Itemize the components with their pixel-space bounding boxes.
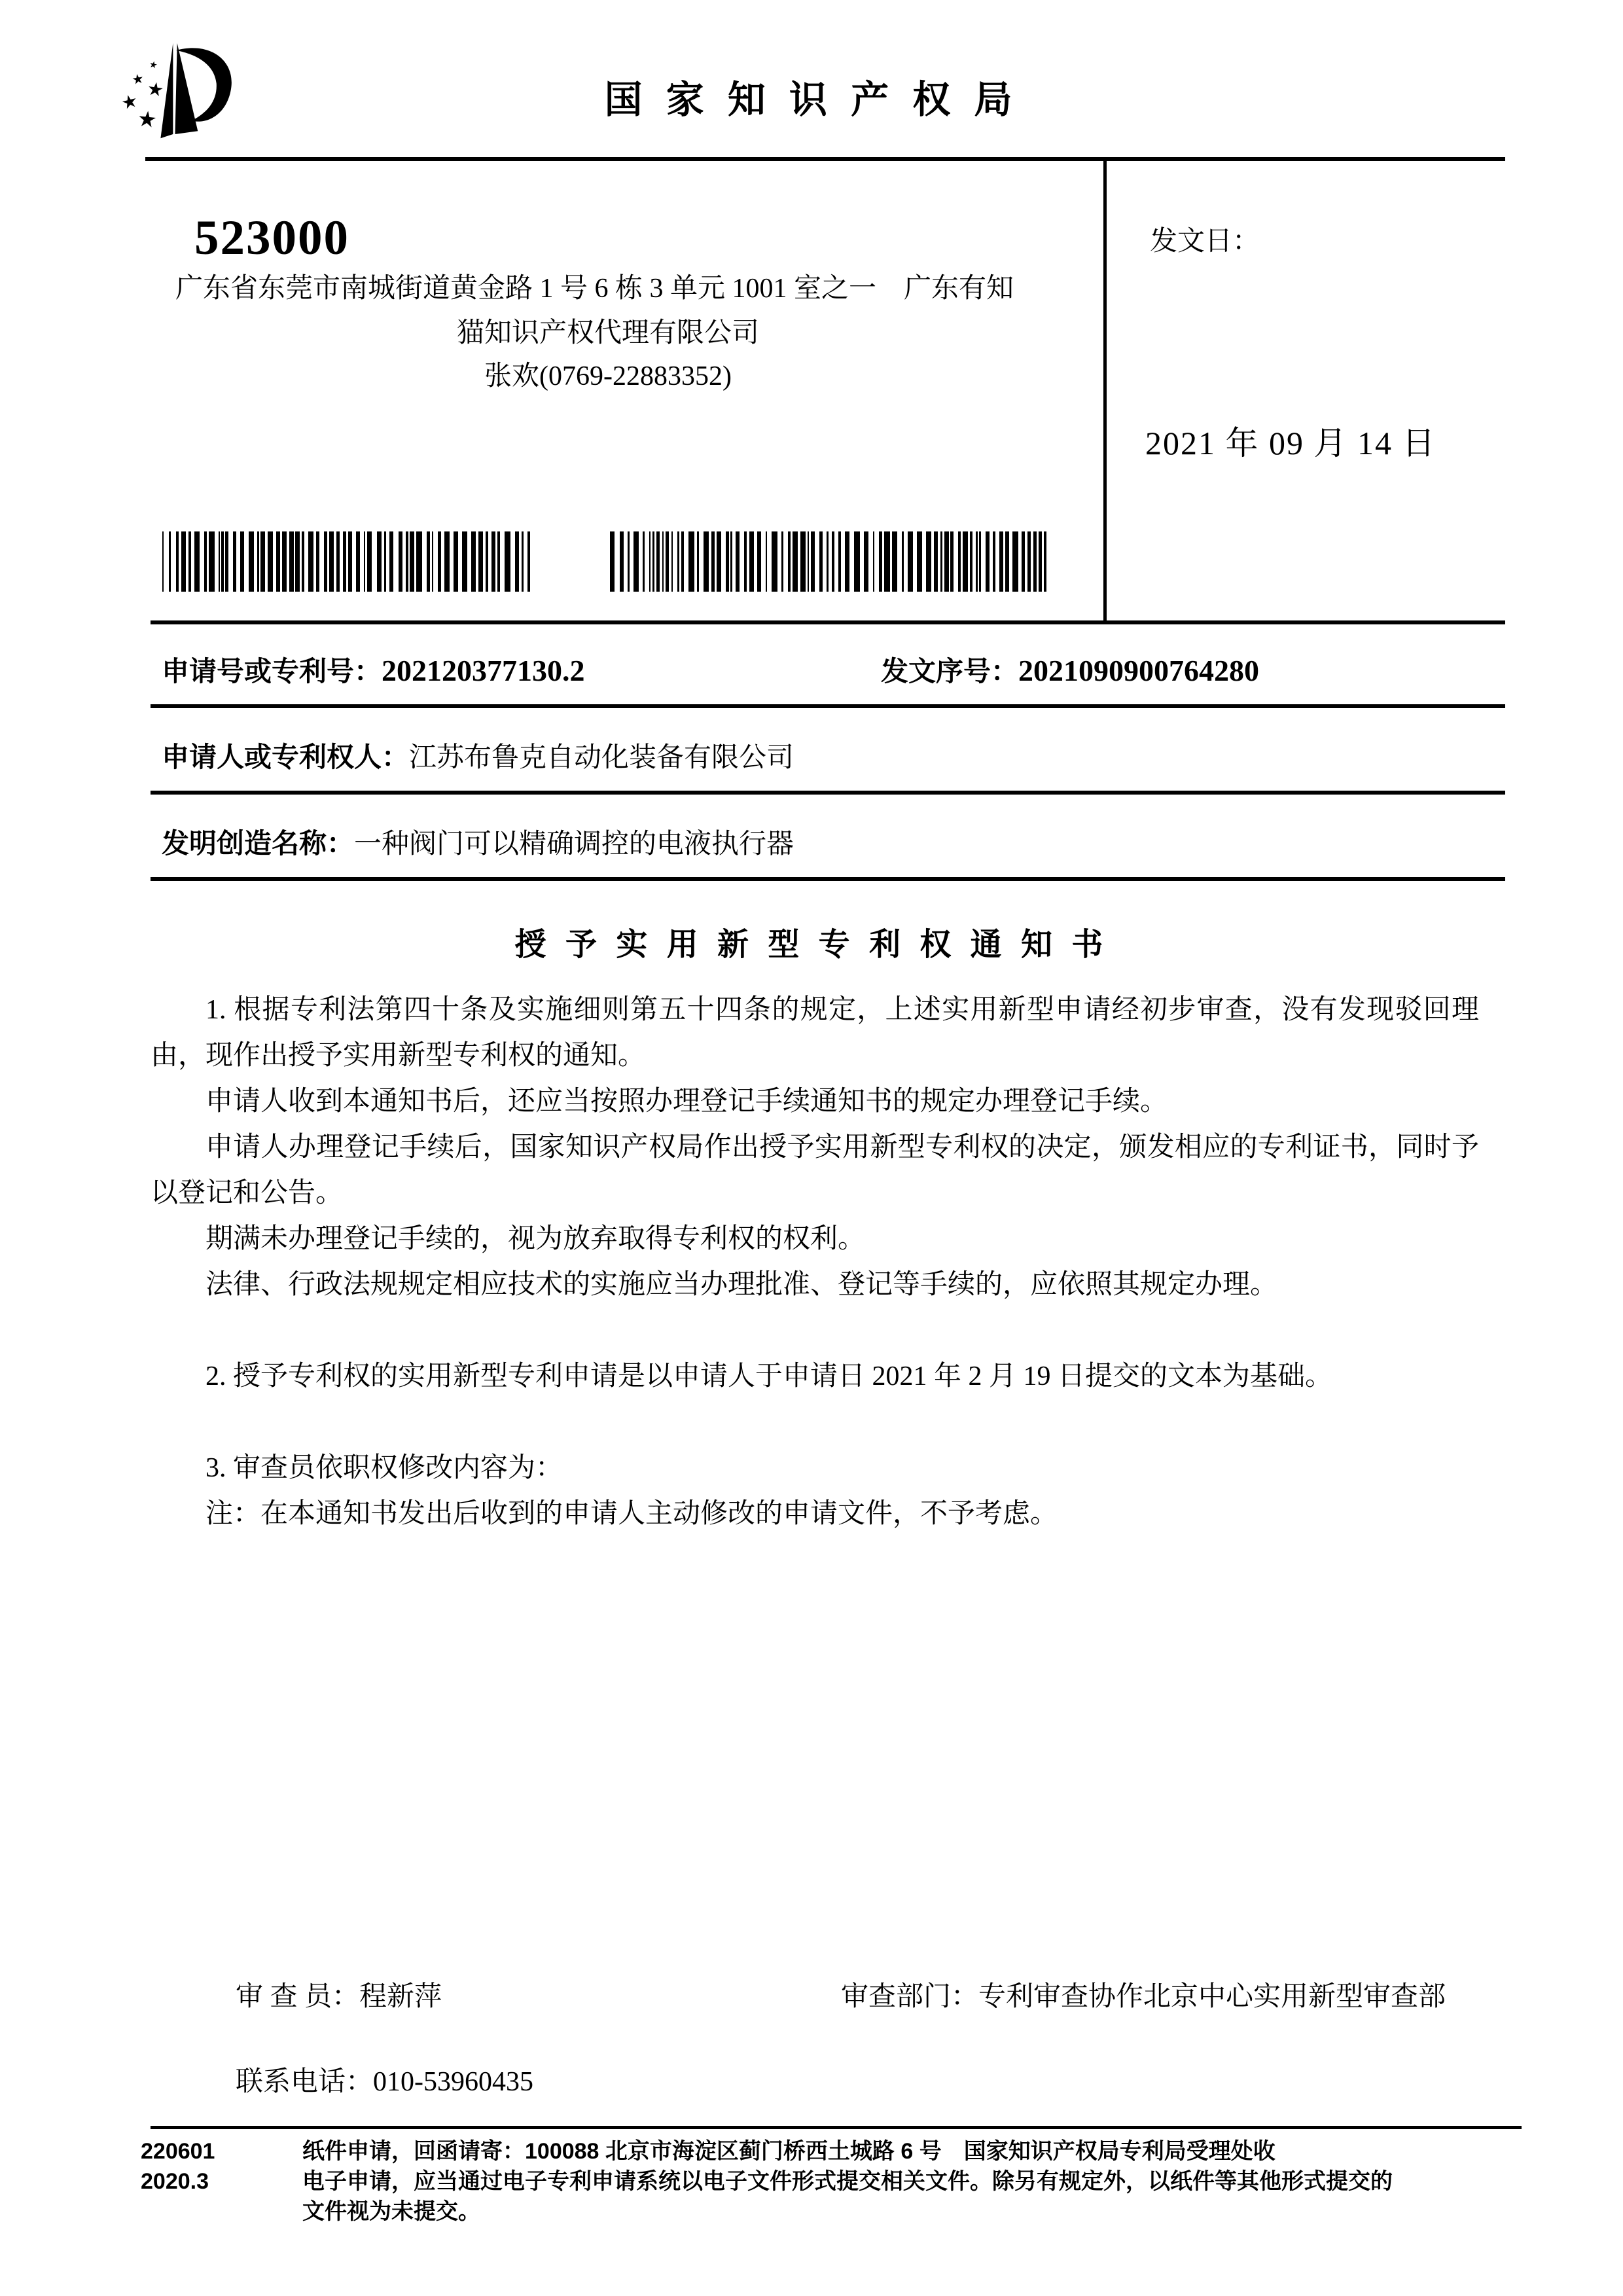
phone-number: 010-53960435 [373, 2067, 534, 2097]
application-number-label: 申请号或专利号： [162, 656, 382, 687]
department-name: 专利审查协作北京中心实用新型审查部 [978, 1982, 1446, 2012]
applicant-name: 江苏布鲁克自动化装备有限公司 [409, 743, 794, 773]
notice-paragraph: 2. 授予专利权的实用新型专利申请是以申请人于申请日 2021 年 2 月 19 日提交的文本为基础。 [205, 1361, 1333, 1391]
department-row [841, 1983, 1446, 2011]
recipient-postal-code: 523000 [194, 211, 349, 265]
notice-paragraph: 法律、行政法规规定相应技术的实施应当办理批准、登记等手续的，应依照其规定办理。 [205, 1270, 1278, 1300]
notice-paragraph: 注：在本通知书发出后收到的申请人主动修改的申请文件，不予考虑。 [205, 1499, 1058, 1529]
serial-number-row [881, 656, 1259, 686]
phone-row [236, 2068, 533, 2096]
section-rule-3 [151, 791, 1505, 795]
recipient-address-line-1: 广东省东莞市南城街道黄金路 1 号 6 栋 3 单元 1001 室之一 广东有知 [175, 274, 1014, 304]
application-number-row [162, 656, 585, 686]
footer-form-code: 220601 [141, 2139, 215, 2164]
footer-form-version: 2020.3 [141, 2169, 209, 2194]
examiner-name: 程新萍 [359, 1982, 442, 2012]
notice-paragraph: 1. 根据专利法第四十条及实施细则第五十四条的规定，上述实用新型申请经初步审查，没有发现驳回理由，现作出授予实用新型专利权的通知。 [151, 995, 1479, 1071]
serial-number-label: 发文序号： [881, 656, 1019, 687]
applicant-row [162, 744, 794, 772]
recipient-contact: 张欢(0769-22883352) [484, 361, 732, 391]
applicant-label: 申请人或专利权人： [162, 742, 410, 772]
application-number-value: 202120377130.2 [382, 654, 585, 687]
section-rule-1 [151, 620, 1505, 624]
barcode-1 [162, 531, 532, 592]
header-rule [145, 157, 1505, 161]
notice-paragraph: 申请人办理登记手续后，国家知识产权局作出授予实用新型专利权的决定，颁发相应的专利证书，同时予以登记和公告。 [151, 1132, 1479, 1208]
vertical-divider [1103, 157, 1107, 623]
footer-line-2: 电子申请，应当通过电子专利申请系统以电子文件形式提交相关文件。除另有规定外，以纸件等其他形式提交的 [302, 2169, 1393, 2194]
invention-title-label: 发明创造名称： [162, 828, 355, 859]
agency-title: 国 家 知 识 产 权 局 [604, 79, 1019, 121]
footer-line-1: 纸件申请，回函请寄：100088 北京市海淀区蓟门桥西土城路 6 号 国家知识产权局专利局受理处收 [302, 2139, 1275, 2164]
notice-paragraph: 申请人收到本通知书后，还应当按照办理登记手续通知书的规定办理登记手续。 [205, 1086, 1168, 1117]
recipient-address-line-2: 猫知识产权代理有限公司 [456, 318, 759, 348]
footer-line-3: 文件视为未提交。 [302, 2199, 480, 2224]
examiner-label: 审 查 员： [236, 1982, 360, 2012]
dispatch-date-value: 2021 年 09 月 14 日 [1145, 425, 1436, 461]
phone-label: 联系电话： [236, 2067, 374, 2097]
footer-rule [151, 2126, 1522, 2129]
notice-title: 授 予 实 用 新 型 专 利 权 通 知 书 [514, 927, 1109, 962]
invention-title-row [162, 830, 794, 858]
notice-body [151, 987, 1479, 1537]
dispatch-date-label: 发文日： [1150, 226, 1260, 257]
department-label: 审查部门： [841, 1982, 979, 2012]
examiner-row [236, 1983, 442, 2011]
notice-paragraph: 3. 审查员依职权修改内容为： [205, 1453, 563, 1483]
serial-number-value: 2021090900764280 [1018, 654, 1260, 687]
notice-paragraph: 期满未办理登记手续的，视为放弃取得专利权的权利。 [205, 1224, 866, 1254]
section-rule-4 [151, 877, 1505, 881]
barcode-2 [610, 531, 1050, 592]
invention-title-value: 一种阀门可以精确调控的电液执行器 [354, 829, 794, 859]
section-rule-2 [151, 704, 1505, 708]
